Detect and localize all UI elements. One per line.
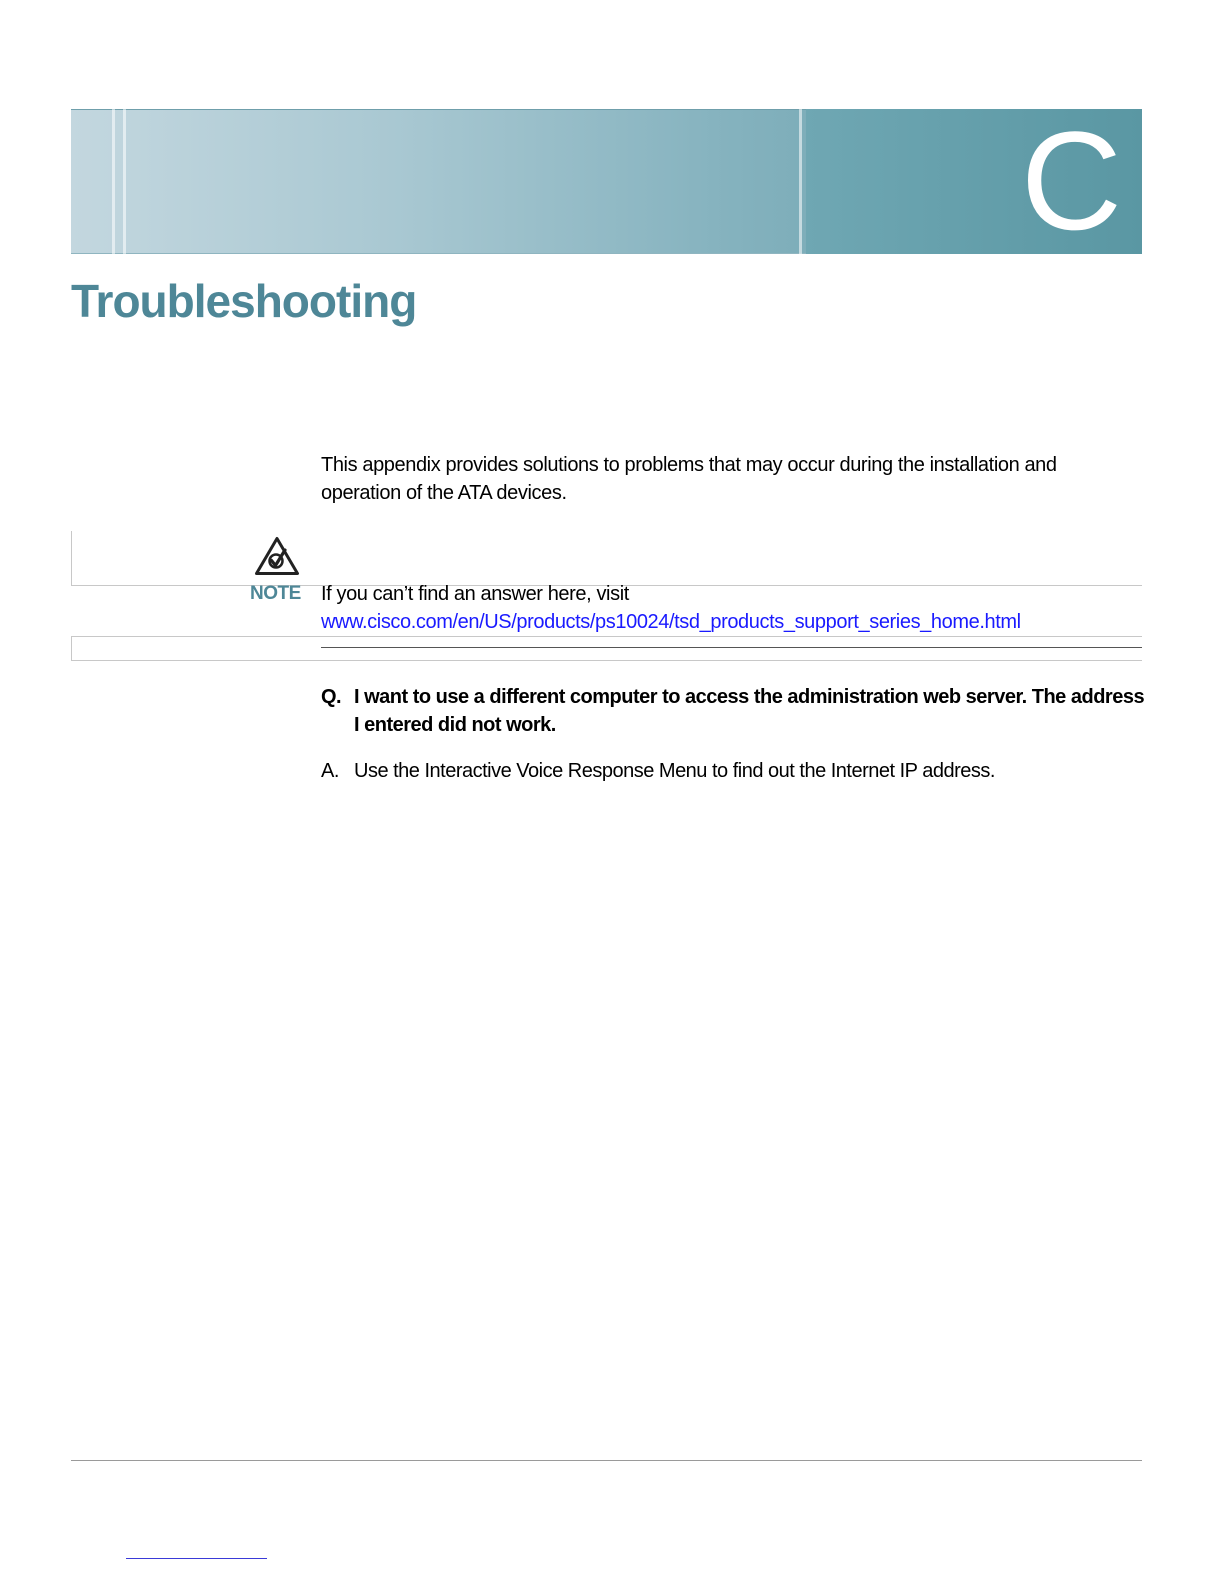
faq-question — [321, 683, 1151, 739]
footer-link-underline — [126, 1558, 267, 1559]
intro-paragraph: This appendix provides solutions to problems that may occur during the installation and operation of the ATA devices. — [321, 454, 1057, 504]
chapter-letter-block — [806, 102, 1142, 259]
page-title: Troubleshooting — [71, 275, 417, 327]
question-text: I want to use a different computer to access the administration web server. The address I entered did not work. — [354, 686, 1145, 736]
answer-text: Use the Interactive Voice Response Menu to find out the Internet IP address. — [354, 760, 995, 782]
banner-divider — [123, 109, 126, 254]
banner-divider — [799, 109, 802, 254]
chapter-banner — [71, 102, 1142, 259]
chapter-letter: C — [1020, 102, 1122, 259]
footer-divider — [71, 1460, 1142, 1461]
answer-marker: A. — [321, 760, 339, 782]
cisco-support-link[interactable]: www.cisco.com/en/US/products/ps10024/tsd_products_support_series_home.html — [321, 611, 1021, 633]
note-text — [321, 580, 1141, 636]
note-check-icon — [254, 536, 300, 576]
question-marker: Q. — [321, 686, 342, 708]
note-label: NOTE — [250, 583, 301, 604]
note-frame-top — [71, 531, 1142, 586]
faq-answer — [321, 757, 1151, 785]
note-divider — [321, 647, 1142, 648]
note-text-lead: If you can’t find an answer here, visit — [321, 583, 629, 605]
banner-divider — [112, 109, 115, 254]
note-frame-bottom — [71, 636, 1142, 661]
